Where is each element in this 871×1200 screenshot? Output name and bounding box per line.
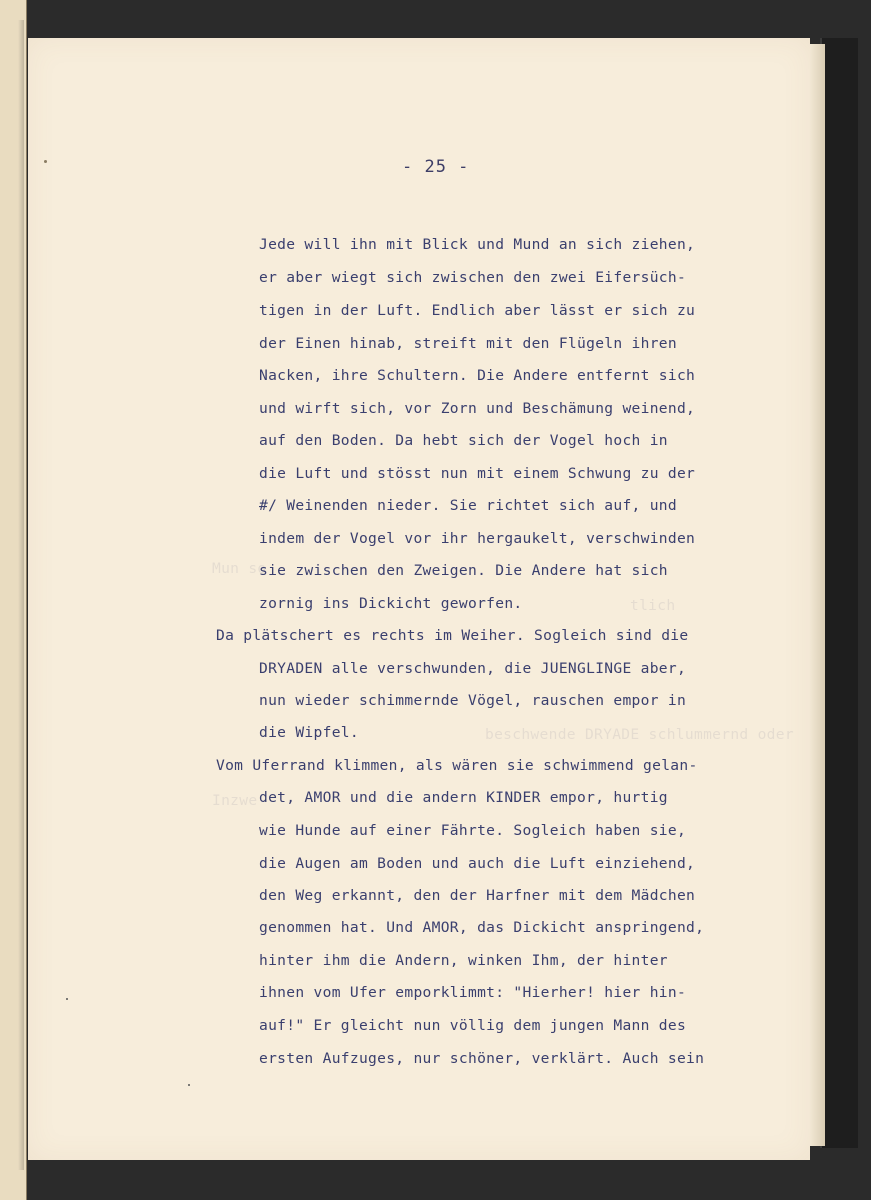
- text-line: sie zwischen den Zweigen. Die Andere hat sich: [259, 562, 668, 579]
- text-line: Da plätschert es rechts im Weiher. Sogleich sind die: [216, 627, 689, 644]
- bleed-line: tlich: [630, 597, 676, 614]
- text-line: ihnen vom Ufer emporklimmt: "Hierher! hier hin-: [259, 984, 687, 1001]
- text-line: wie Hunde auf einer Fährte. Sogleich haben sie,: [259, 822, 687, 839]
- text-line: zornig ins Dickicht geworfen.: [259, 595, 523, 612]
- text-line: Vom Uferrand klimmen, als wären sie schwimmend gelan-: [216, 757, 698, 774]
- binder-board: [820, 38, 858, 1148]
- text-line: hinter ihm die Andern, winken Ihm, der hinter: [259, 952, 668, 969]
- text-line: auf den Boden. Da hebt sich der Vogel hoch in: [259, 432, 668, 449]
- text-line: #/ Weinenden nieder. Sie richtet sich auf, und: [259, 497, 677, 514]
- page-stack-edge: [808, 44, 825, 1146]
- text-line: den Weg erkannt, den der Harfner mit dem Mädchen: [259, 887, 696, 904]
- text-line: der Einen hinab, streift mit den Flügeln ihren: [259, 335, 677, 352]
- text-line: tigen in der Luft. Endlich aber lässt er sich zu: [259, 302, 696, 319]
- text-line: genommen hat. Und AMOR, das Dickicht anspringend,: [259, 919, 705, 936]
- text-line: DRYADEN alle verschwunden, die JUENGLINGE aber,: [259, 660, 687, 677]
- bleed-line: Inzwe: [212, 792, 258, 809]
- text-line: nun wieder schimmernde Vögel, rauschen empor in: [259, 692, 687, 709]
- text-line: det, AMOR und die andern KINDER empor, hurtig: [259, 789, 668, 806]
- text-line: auf!" Er gleicht nun völlig dem jungen Mann des: [259, 1017, 687, 1034]
- text-line: die Wipfel.: [259, 724, 359, 741]
- text-line: indem der Vogel vor ihr hergaukelt, verschwinden: [259, 530, 696, 547]
- text-line: ersten Aufzuges, nur schöner, verklärt. Auch sein: [259, 1050, 705, 1067]
- text-line: Jede will ihn mit Blick und Mund an sich ziehen,: [259, 236, 696, 253]
- text-line: und wirft sich, vor Zorn und Beschämung weinend,: [259, 400, 696, 417]
- paper-speck: [44, 160, 47, 163]
- text-line: er aber wiegt sich zwischen den zwei Eifersüch-: [259, 269, 687, 286]
- paper-speck: [66, 998, 68, 1000]
- page-number: - 25 -: [402, 157, 470, 177]
- paper-speck: [188, 1084, 190, 1086]
- text-line: die Augen am Boden und auch die Luft einziehend,: [259, 855, 696, 872]
- text-line: die Luft und stösst nun mit einem Schwung zu der: [259, 465, 696, 482]
- text-line: Nacken, ihre Schultern. Die Andere entfernt sich: [259, 367, 696, 384]
- bleed-line: Mun so: [212, 560, 267, 577]
- left-page-edge: [0, 0, 27, 1200]
- bleed-line: beschwende DRYADE schlummernd oder: [485, 726, 794, 743]
